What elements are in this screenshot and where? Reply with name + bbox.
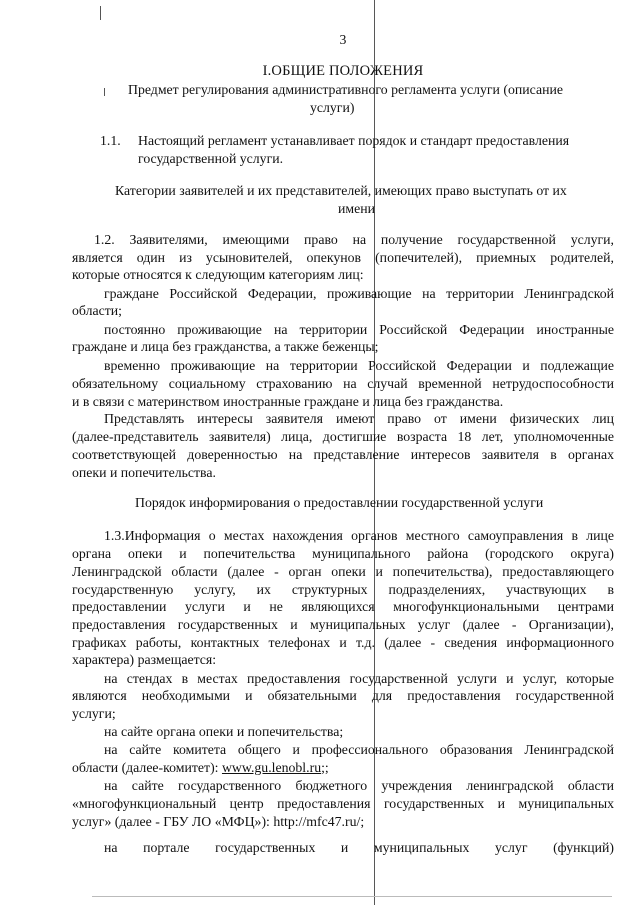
clause-1-3-line-5: предоставлении услуги и не являющихся многофункциональными центрами (72, 599, 614, 614)
clause-1-3-line-10: являются необходимыми и обязательными для предоставления государственной (72, 688, 614, 703)
scan-mark-top-left (100, 6, 101, 20)
clause-1-2-line-6: постоянно проживающие на территории Российской Федерации иностранные (104, 322, 614, 337)
info-heading: Порядок информирования о предоставлении государственной услуги (135, 495, 544, 510)
clause-1-2-line-2: является один из усыновителей, опекунов (попечителей), приемных родителей, (72, 250, 614, 265)
clause-1-3-line-2: органа опеки и попечительства муниципального района (городского округа) (72, 546, 614, 561)
komitet-line (72, 759, 614, 777)
clause-1-3-line-8: характера) размещается: (72, 652, 217, 667)
clause-1-1-number: 1.1. (100, 133, 121, 148)
clause-1-2-line-10: и в связи с материнством иностранные граждане и лица без гражданства. (72, 394, 504, 409)
scan-mark-left (104, 88, 105, 96)
mfc-suffix: /; (356, 814, 365, 829)
komitet-prefix: области (далее-комитет): (72, 760, 222, 775)
portal-line: на портале государственных и муниципальных услуг (функций) (104, 840, 614, 855)
categories-heading-line-1: Категории заявителей и их представителей, имеющих право выступать от их (115, 183, 567, 198)
clause-1-2-line-7: граждане и лица без гражданства, а также беженцы; (72, 339, 379, 354)
clause-1-3-line-1: 1.3.Информация о местах нахождения органов местного самоуправления в лице (104, 528, 614, 543)
mfc-prefix: услуг» (далее - ГБУ ЛО «МФЦ»): http://mfc47.ru (72, 814, 357, 829)
clause-1-1-line-2: государственной услуги. (138, 151, 284, 166)
clause-1-2-line-13: соответствующей доверенностью на представление интересов заявителя в органах (72, 447, 614, 462)
clause-1-2-line-4: граждане Российской Федерации, проживающие на территории Ленинградской (104, 286, 614, 301)
clause-1-3-line-3: Ленинградской области (далее - орган опеки и попечительства), предоставляющего (72, 564, 614, 579)
komitet-suffix: ;; (321, 760, 329, 775)
clause-1-2-line-12: (далее-представитель заявителя) лица, достигшие возраста 18 лет, уполномоченные (72, 429, 614, 444)
section-title: I.ОБЩИЕ ПОЛОЖЕНИЯ (262, 63, 424, 79)
clause-1-3-line-11: услуги; (72, 706, 116, 721)
categories-heading-line-2: имени (338, 201, 376, 216)
komitet-website-link[interactable]: www.gu.lenobl.ru (221, 760, 322, 775)
clause-1-2-line-1: 1.2. Заявителями, имеющими право на получение государственной услуги, (94, 232, 614, 247)
clause-1-1-line-1: Настоящий регламент устанавливает порядок и стандарт предоставления (138, 133, 570, 148)
clause-1-2-line-14: опеки и попечительства. (72, 465, 216, 480)
clause-1-3-line-12: на сайте органа опеки и попечительства; (104, 724, 344, 739)
gbu-line-1: на сайте государственного бюджетного учреждения ленинградской области (104, 778, 614, 793)
clause-1-2-line-9: обязательному социальному страхованию на случай временной нетрудоспособности (72, 376, 614, 391)
clause-1-3-line-7: графиках работы, контактных телефонах и т.д. (далее - сведения информационного (72, 635, 614, 650)
clause-1-2-line-8: временно проживающие на территории Российской Федерации и подлежащие (104, 358, 614, 373)
mfc-line (72, 813, 614, 831)
clause-1-2-line-5: области; (72, 303, 122, 318)
clause-1-3-line-6: предоставления государственных и муниципальных услуг (далее - Организации), (72, 617, 614, 632)
clause-1-3-line-9: на стендах в местах предоставления государственной услуги и услуг, которые (104, 671, 614, 686)
gbu-line-2: «многофункциональный центр предоставления государственных и муниципальных (72, 796, 614, 811)
scan-bottom-rule (92, 896, 612, 897)
subject-heading-line-2: услуги) (310, 100, 355, 115)
clause-1-3-line-4: государственную услугу, их структурных подразделениях, участвующих в (72, 582, 614, 597)
page-number: 3 (339, 32, 347, 47)
clause-1-2-line-11: Представлять интересы заявителя имеют право от имени физических лиц (104, 411, 614, 426)
clause-1-3-line-13: на сайте комитета общего и профессионального образования Ленинградской (104, 742, 614, 757)
subject-heading-line-1: Предмет регулирования административного регламента услуги (описание (128, 82, 563, 97)
clause-1-2-line-3: которые относятся к следующим категориям лиц: (72, 267, 364, 282)
